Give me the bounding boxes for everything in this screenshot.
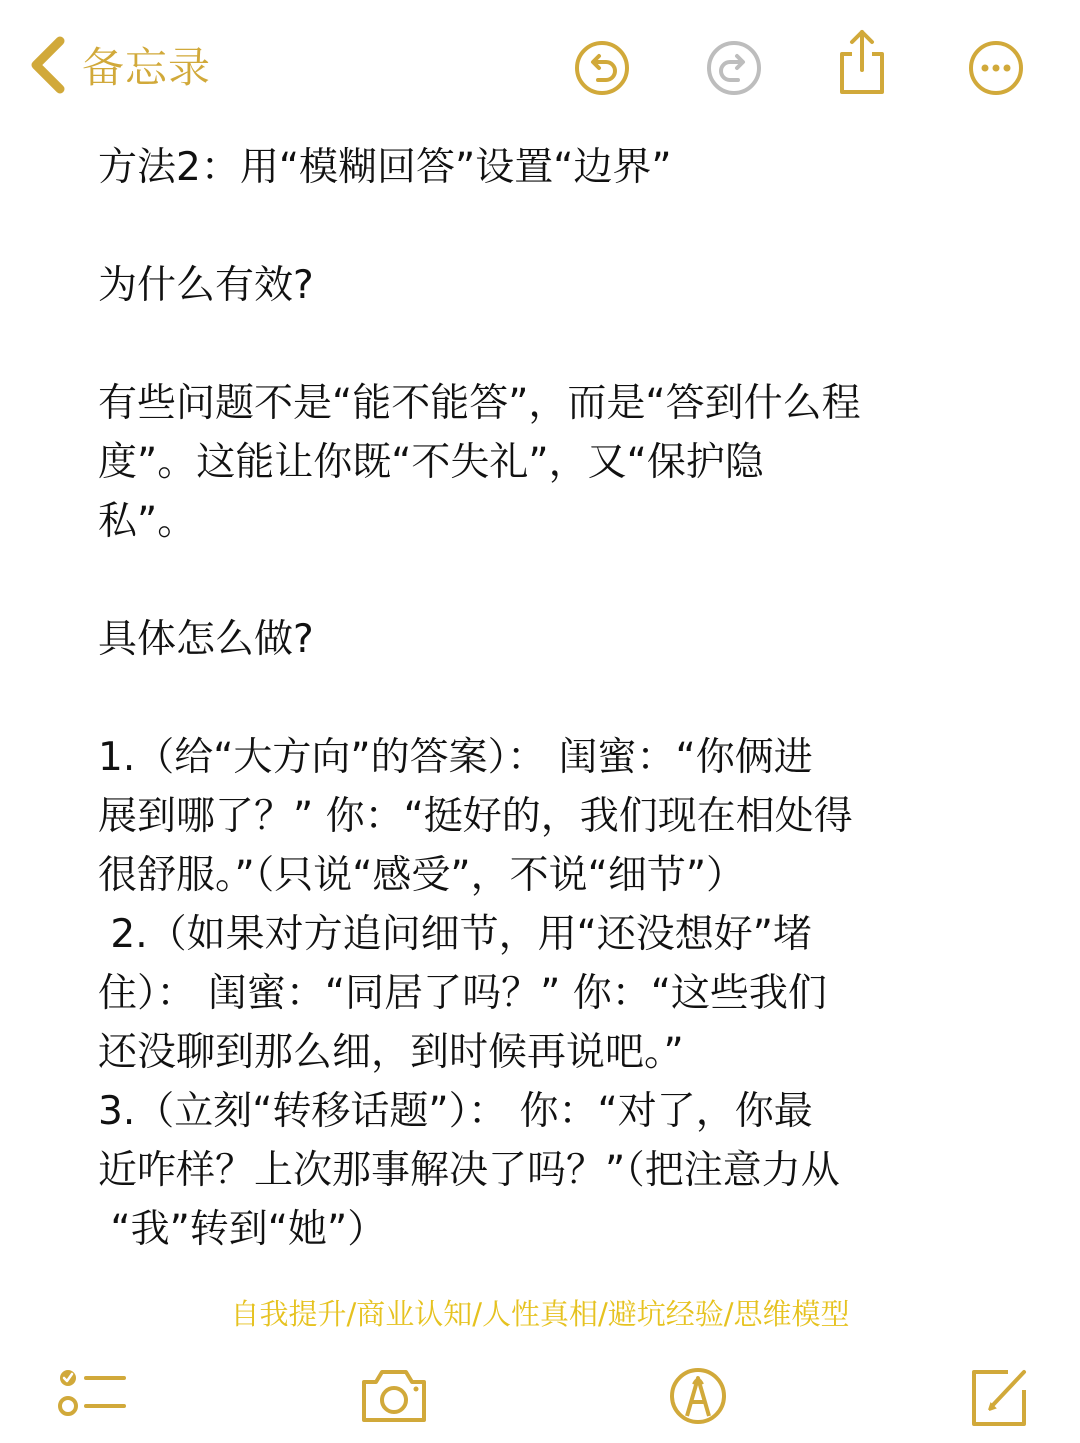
why-title: 为什么有效? [98, 263, 314, 308]
redo-icon [704, 38, 764, 98]
step-line: 展到哪了？” 你：“挺好的，我们现在相处得 [98, 794, 853, 839]
step-line: 还没聊到那么细，到时候再说吧。” [98, 1030, 684, 1075]
back-label: 备忘录 [82, 43, 212, 92]
back-button[interactable] [28, 32, 211, 98]
redo-button[interactable] [704, 38, 764, 98]
more-button[interactable] [966, 38, 1026, 98]
step-line: 很舒服。”（只说“感受”，不说“细节”） [98, 853, 746, 898]
share-button[interactable] [832, 28, 892, 96]
note-body[interactable] [98, 138, 998, 1259]
checklist-button[interactable] [56, 1358, 132, 1434]
checklist-icon [56, 1358, 132, 1434]
undo-button[interactable] [572, 38, 632, 98]
step-line: 1.（给“大方向”的答案）： 闺蜜：“你俩进 [98, 735, 813, 780]
camera-icon [356, 1358, 432, 1434]
undo-icon [572, 38, 632, 98]
why-line: 度”。这能让你既“不失礼”，又“保护隐 [98, 440, 764, 485]
bottom-toolbar [0, 1350, 1080, 1443]
step-line: 住）： 闺蜜：“同居了吗？” 你：“这些我们 [98, 971, 827, 1016]
camera-button[interactable] [356, 1358, 432, 1434]
compose-icon [962, 1358, 1038, 1434]
how-title: 具体怎么做? [98, 617, 314, 662]
share-icon [832, 28, 892, 96]
compose-button[interactable] [962, 1358, 1038, 1434]
tag-line: 自我提升/商业认知/人性真相/避坑经验/思维模型 [230, 1297, 850, 1331]
more-icon [966, 38, 1026, 98]
chevron-left-icon [28, 35, 68, 95]
step-line: 近咋样？上次那事解决了吗？”（把注意力从 [98, 1148, 840, 1193]
top-toolbar [0, 0, 1080, 130]
markup-icon [660, 1358, 736, 1434]
step-line: 3.（立刻“转移话题”）： 你：“对了，你最 [98, 1089, 813, 1134]
step-line: 2.（如果对方追问细节，用“还没想好”堵 [98, 912, 813, 957]
why-line: 私”。 [98, 499, 197, 544]
note-heading: 方法2：用“模糊回答”设置“边界” [98, 145, 672, 190]
step-line: “我”转到“她”） [98, 1207, 387, 1252]
markup-button[interactable] [660, 1358, 736, 1434]
why-line: 有些问题不是“能不能答”，而是“答到什么程 [98, 381, 861, 426]
